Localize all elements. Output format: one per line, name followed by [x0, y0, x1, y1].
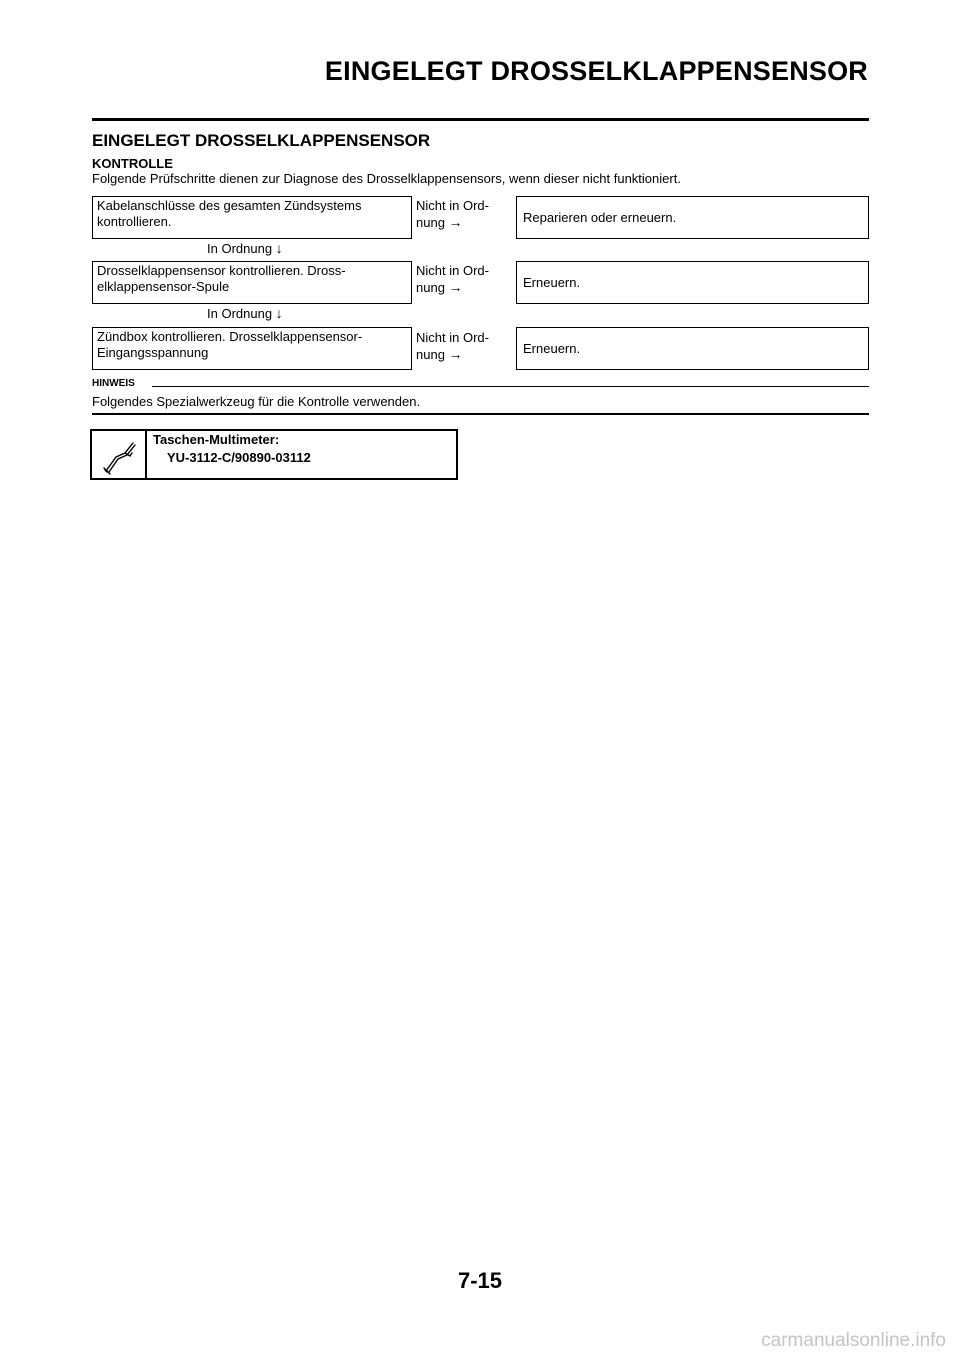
arrow-down-icon: ↓: [275, 240, 283, 256]
result-text: Erneuern.: [523, 274, 581, 290]
not-ok-label-3: [416, 330, 489, 363]
not-ok-text-line1: Nicht in Ord-: [416, 263, 489, 278]
not-ok-label-2: [416, 263, 489, 296]
not-ok-text-line2: [416, 346, 489, 363]
check-text-line2: kontrollieren.: [97, 214, 172, 229]
tool-part-number: YU-3112-C/90890-03112: [167, 450, 311, 465]
check-text-line2: Eingangsspannung: [97, 345, 209, 360]
arrow-down-icon: ↓: [275, 305, 283, 321]
section-title: EINGELEGT DROSSELKLAPPENSENSOR: [92, 131, 431, 150]
check-text-line1: Zündbox kontrollieren. Drosselklappensensor-: [97, 329, 363, 344]
result-text: Reparieren oder erneuern.: [523, 209, 677, 225]
note-label: HINWEIS: [92, 378, 135, 389]
result-text: Erneuern.: [523, 340, 581, 356]
page-number: 7-15: [457, 1268, 503, 1293]
arrow-right-icon: →: [448, 346, 463, 362]
not-ok-text: nung: [416, 280, 445, 295]
ok-text: In Ordnung: [207, 241, 273, 256]
wrench-tool-icon: [92, 431, 143, 478]
note-text: Folgendes Spezialwerkzeug für die Kontrolle verwenden.: [92, 394, 421, 409]
intro-text: Folgende Prüfschritte dienen zur Diagnose des Drosselklappensensors, wenn dieser nicht funktioniert.: [92, 171, 681, 186]
not-ok-text-line2: [416, 214, 489, 231]
ok-label-2: [207, 305, 283, 322]
page-header-title: EINGELEGT DROSSELKLAPPENSENSOR: [324, 56, 868, 86]
not-ok-text: nung: [416, 215, 445, 230]
tool-icon-cell: [92, 431, 147, 478]
result-box-3: [516, 327, 869, 370]
arrow-right-icon: →: [448, 279, 463, 295]
check-box-2: [92, 261, 412, 304]
not-ok-text: nung: [416, 347, 445, 362]
not-ok-text-line1: Nicht in Ord-: [416, 330, 489, 345]
note-rule-bottom: [92, 413, 869, 415]
ok-text: In Ordnung: [207, 306, 273, 321]
check-text-line1: Drosselklappensensor kontrollieren. Dross-: [97, 263, 346, 278]
header-rule: [92, 118, 869, 121]
arrow-right-icon: →: [448, 214, 463, 230]
check-box-3: [92, 327, 412, 370]
subsection-title: KONTROLLE: [92, 156, 173, 171]
ok-label-1: [207, 240, 283, 257]
special-tool-box: [90, 429, 458, 480]
check-text-line2: elklappensensor-Spule: [97, 279, 230, 294]
tool-name: Taschen-Multimeter:: [153, 432, 280, 447]
not-ok-text-line2: [416, 279, 489, 296]
watermark: carmanualsonline.info: [761, 1330, 946, 1351]
result-box-2: [516, 261, 869, 304]
check-box-1: [92, 196, 412, 239]
check-text-line1: Kabelanschlüsse des gesamten Zündsystems: [97, 198, 362, 213]
not-ok-label-1: [416, 198, 489, 231]
note-rule-top: [152, 386, 869, 387]
result-box-1: [516, 196, 869, 239]
not-ok-text-line1: Nicht in Ord-: [416, 198, 489, 213]
